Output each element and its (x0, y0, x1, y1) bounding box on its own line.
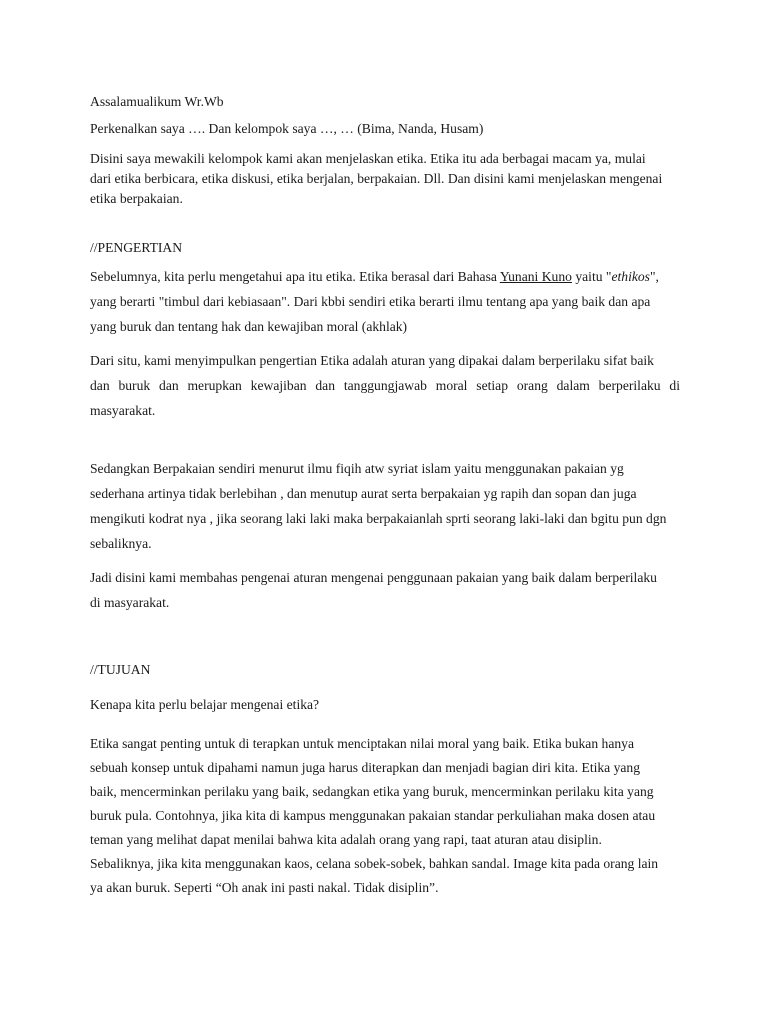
text-line: sebaliknya. (90, 536, 152, 551)
text-line: masyarakat. (90, 403, 156, 418)
text-line: ya akan buruk. Seperti “Oh anak ini pasti nakal. Tidak disiplin”. (90, 880, 439, 895)
text-line: dari etika berbicara, etika diskusi, etika berjalan, berpakaian. Dll. Dan disini kami menjelaskan mengenai (90, 171, 663, 186)
text-line: Sebaliknya, jika kita menggunakan kaos, celana sobek-sobek, bahkan sandal. Image kita pada orang lain (90, 856, 659, 871)
paragraph-disini (90, 149, 680, 209)
text-line: baik, mencerminkan perilaku yang baik, sedangkan etika yang buruk, mencerminkan perilaku kita yang (90, 784, 654, 799)
text-line: Sedangkan Berpakaian sendiri menurut ilmu fiqih atw syriat islam yaitu menggunakan pakaian yg (90, 461, 624, 476)
heading-pengertian: //PENGERTIAN (90, 240, 183, 255)
paragraph-jadi (90, 565, 680, 615)
text-line: Jadi disini kami membahas pengenai aturan mengenai penggunaan pakaian yang baik dalam berperilaku (90, 570, 657, 585)
text-line: yang berarti "timbul dari kebiasaan". Dari kbbi sendiri etika berarti ilmu tentang apa yang baik dan apa (90, 294, 651, 309)
paragraph-darisitu (90, 348, 680, 423)
text-line: Disini saya mewakili kelompok kami akan menjelaskan etika. Etika itu ada berbagai macam ya, mulai (90, 151, 646, 166)
text-segment: Sebelumnya, kita perlu mengetahui apa itu etika. Etika berasal dari Bahasa (90, 269, 500, 284)
question-line: Kenapa kita perlu belajar mengenai etika? (90, 697, 320, 712)
text-line (90, 264, 680, 289)
greeting: Assalamualikum Wr.Wb (90, 94, 224, 109)
paragraph-sedangkan (90, 456, 680, 556)
text-line: etika berpakaian. (90, 191, 183, 206)
text-line: Etika sangat penting untuk di terapkan untuk menciptakan nilai moral yang baik. Etika bukan hanya (90, 736, 634, 751)
text-line: di masyarakat. (90, 595, 170, 610)
text-line: buruk pula. Contohnya, jika kita di kampus menggunakan pakaian standar perkuliahan maka dosen atau (90, 808, 656, 823)
text-line: Dari situ, kami menyimpulkan pengertian Etika adalah aturan yang dipakai dalam berperilaku sifat baik (90, 353, 654, 368)
italic-term: ethikos (611, 269, 650, 284)
paragraph-sebelumnya (90, 264, 680, 339)
paragraph-etika (90, 732, 680, 900)
text-line: sederhana artinya tidak berlebihan , dan menutup aurat serta berpakaian yg rapih dan sopan dan juga (90, 486, 637, 501)
text-line: sebuah konsep untuk dipahami namun juga harus diterapkan dan menjadi bagian diri kita. Etika yang (90, 760, 641, 775)
text-line: mengikuti kodrat nya , jika seorang laki laki maka berpakaianlah sprti seorang laki-laki dan bgitu pun dgn (90, 511, 667, 526)
text-line: dan buruk dan merupkan kewajiban dan tanggungjawab moral setiap orang dalam berperilaku di (90, 378, 680, 393)
text-line: teman yang melihat dapat menilai bahwa kita adalah orang yang rapi, taat aturan atau disiplin. (90, 832, 602, 847)
heading-tujuan: //TUJUAN (90, 662, 151, 677)
yunani-kuno-link[interactable]: Yunani Kuno (499, 269, 572, 284)
text-segment: yaitu " (571, 269, 612, 284)
text-segment: ", (649, 269, 659, 284)
intro-line: Perkenalkan saya …. Dan kelompok saya …, … (Bima, Nanda, Husam) (90, 121, 484, 136)
text-line: yang buruk dan tentang hak dan kewajiban moral (akhlak) (90, 319, 408, 334)
